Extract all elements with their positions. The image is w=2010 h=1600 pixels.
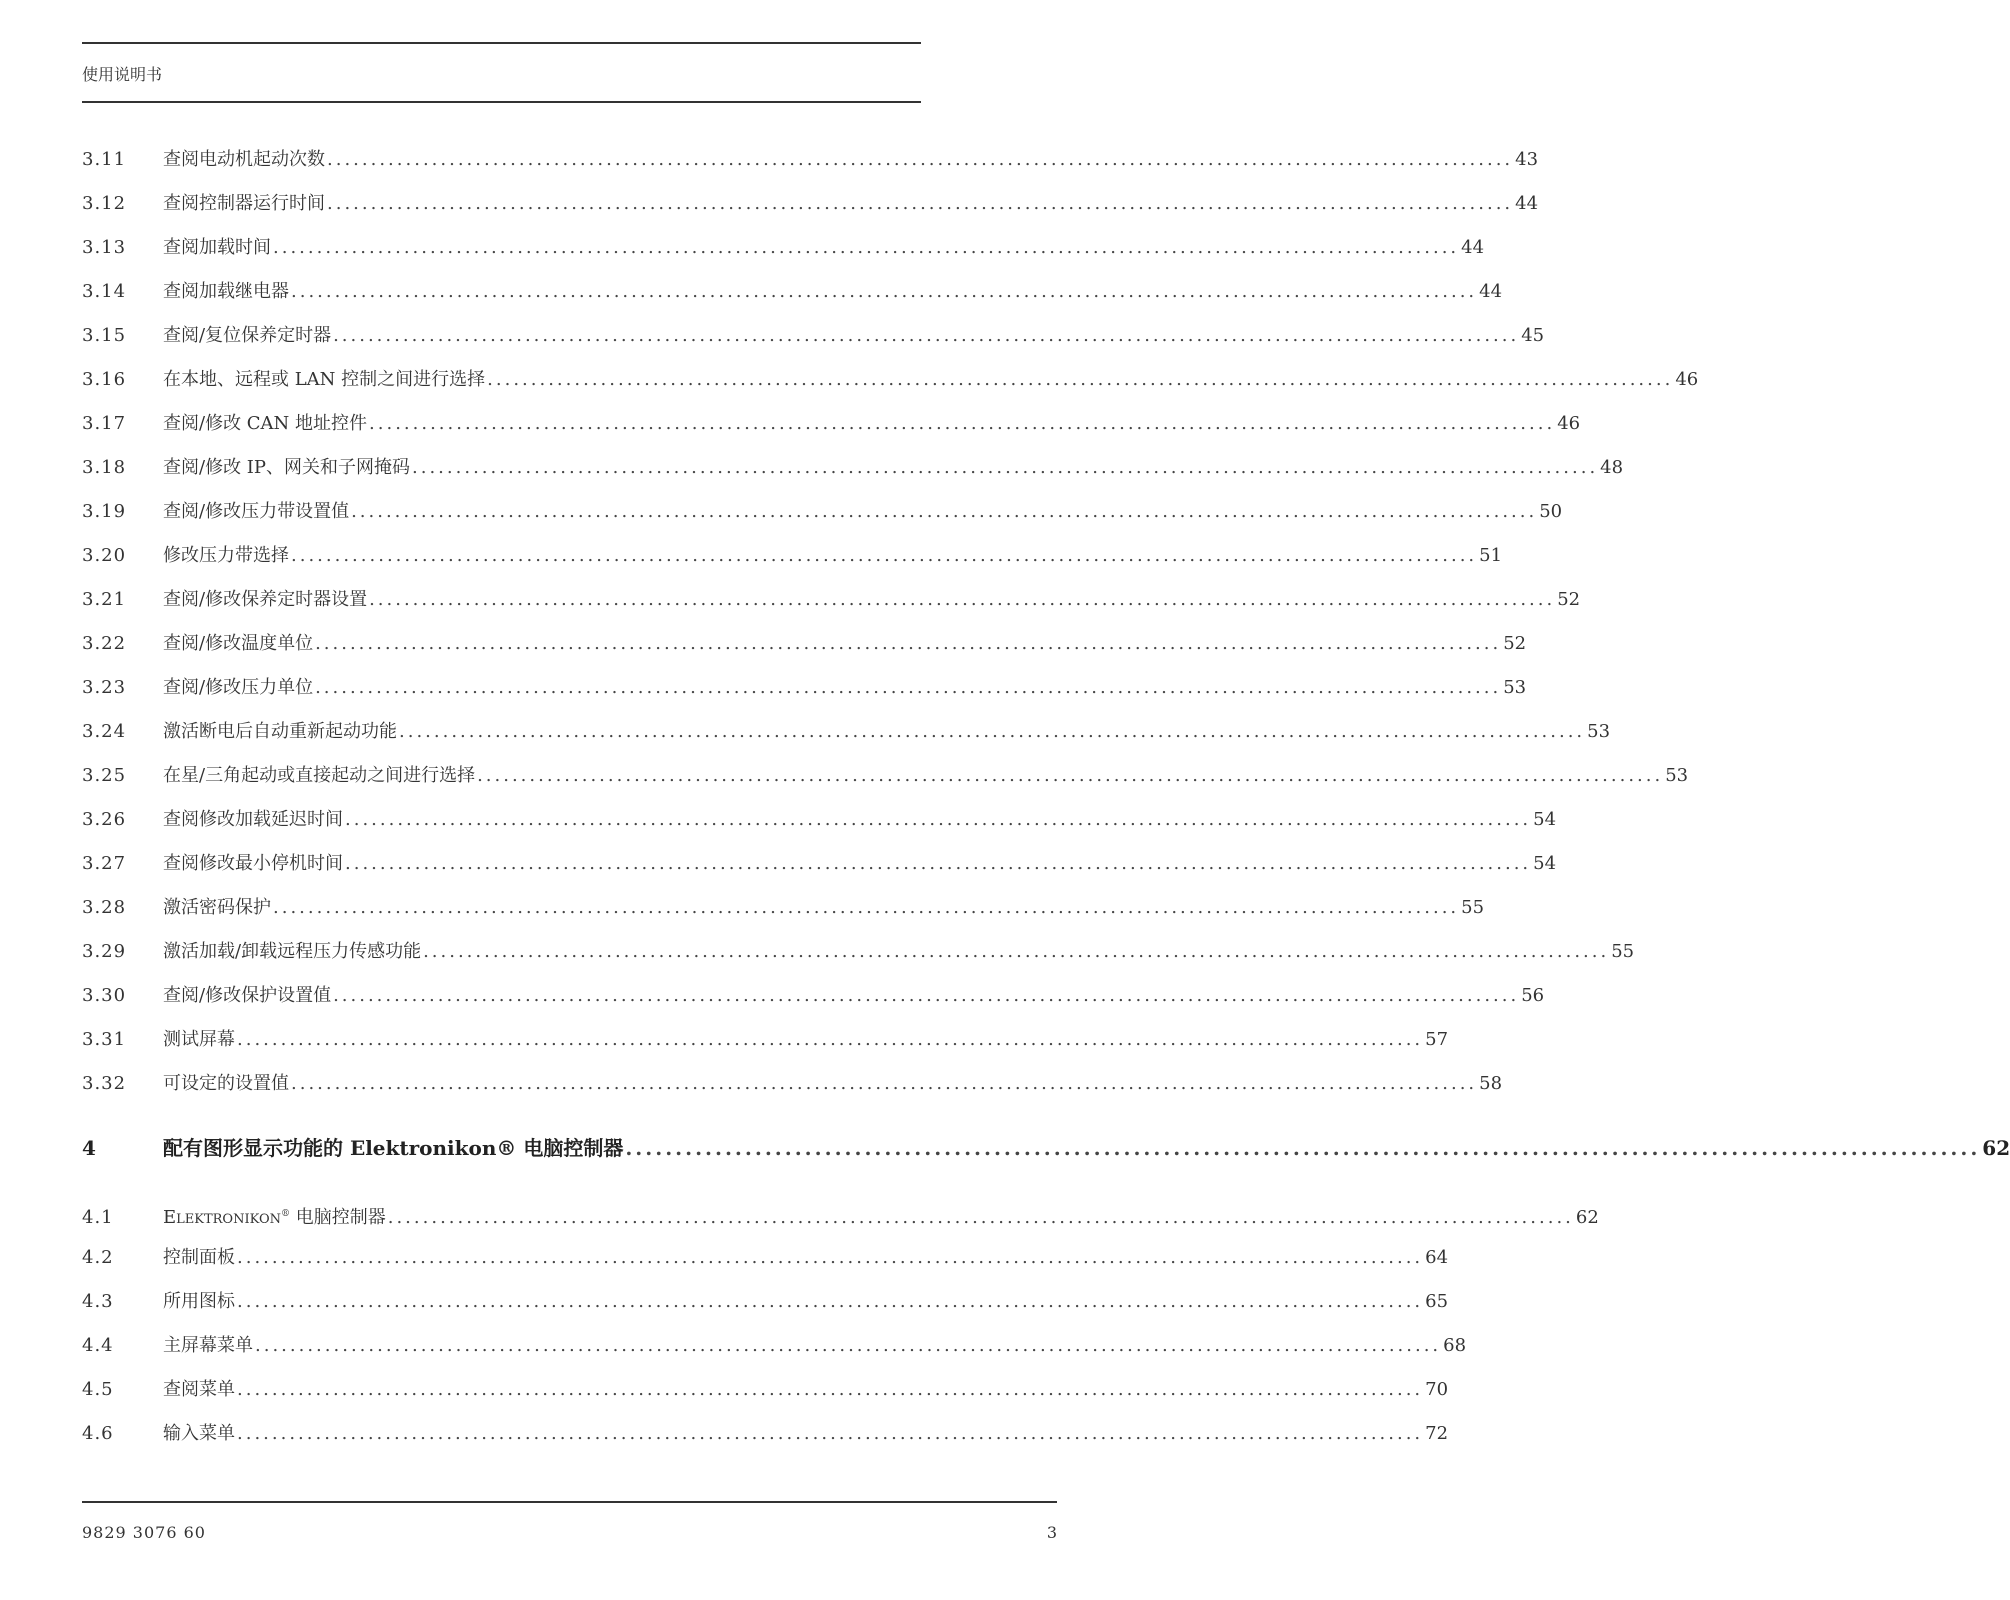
toc-title: 激活断电后自动重新起动功能 (163, 721, 397, 742)
toc-number: 3.22 (82, 633, 127, 654)
toc-row[interactable] (82, 1375, 1449, 1405)
toc-title: 查阅/修改压力带设置值 (163, 501, 350, 522)
toc-leader-dots: ........................................................................................................................................ (273, 237, 1460, 258)
toc-row[interactable] (82, 409, 1581, 439)
toc-leader-dots: ........................................................................................................................................ (345, 809, 1532, 830)
toc-page-number: 54 (1533, 809, 1557, 830)
toc-leader-dots: ........................................................................................................................................ (237, 1291, 1424, 1312)
toc-title-rest: 电脑控制器 (290, 1207, 386, 1228)
toc-title: 可设定的设置值 (163, 1073, 289, 1094)
toc-number: 3.18 (82, 457, 127, 478)
toc-title: 在星/三角起动或直接起动之间进行选择 (163, 765, 476, 786)
toc-title: 查阅加载继电器 (163, 281, 289, 302)
toc-title: 激活加载/卸载远程压力传感功能 (163, 941, 422, 962)
toc-page-number: 51 (1479, 545, 1503, 566)
toc-row[interactable] (82, 321, 1545, 351)
toc-number: 3.11 (82, 149, 127, 170)
toc-row[interactable] (82, 1199, 1599, 1229)
toc-title (163, 1199, 386, 1233)
toc-leader-dots: ........................................................................................................................................ (327, 149, 1514, 170)
toc-page-number: 53 (1665, 765, 1689, 786)
toc-page-number: 52 (1557, 589, 1581, 610)
toc-row[interactable] (82, 1419, 1449, 1449)
toc-leader-dots: ........................................................................................................................................ (237, 1423, 1424, 1444)
toc-title: 在本地、远程或 LAN 控制之间进行选择 (163, 369, 486, 390)
toc-number: 3.26 (82, 809, 127, 830)
toc-row[interactable] (82, 1243, 1449, 1273)
toc-title: 查阅/修改压力单位 (163, 677, 314, 698)
toc-title: 查阅修改最小停机时间 (163, 853, 343, 874)
toc-title: 主屏幕菜单 (163, 1335, 253, 1356)
toc-page-number: 44 (1479, 281, 1503, 302)
toc-page-number: 52 (1503, 633, 1527, 654)
toc-page-number: 65 (1425, 1291, 1449, 1312)
toc-leader-dots: ........................................................................................................................................ (351, 501, 1538, 522)
toc-row[interactable] (82, 189, 1539, 219)
toc-row[interactable] (82, 585, 1581, 615)
toc-leader-dots: ........................................................................................................................................ (369, 589, 1556, 610)
chapter-page-number: 62 (1982, 1136, 2010, 1160)
toc-title: 修改压力带选择 (163, 545, 289, 566)
toc-leader-dots: ........................................................................................................................................ (412, 457, 1599, 478)
toc-leader-dots: ........................................................................................................................................ (291, 1073, 1478, 1094)
toc-page-number: 45 (1521, 325, 1545, 346)
toc-leader-dots: ........................................................................................................................................ (327, 193, 1514, 214)
toc-title: 输入菜单 (163, 1423, 235, 1444)
toc-leader-dots: ........................................................................................................................................ (477, 765, 1664, 786)
toc-number: 3.13 (82, 237, 127, 258)
toc-leader-dots: ........................................................................................................................................ (237, 1247, 1424, 1268)
toc-number: 3.31 (82, 1029, 127, 1050)
toc-number: 4.6 (82, 1423, 114, 1444)
toc-number: 3.32 (82, 1073, 127, 1094)
toc-title: 查阅/修改 CAN 地址控件 (163, 413, 368, 434)
toc-row[interactable] (82, 981, 1545, 1011)
toc-page-number: 43 (1515, 149, 1539, 170)
toc-title: 查阅菜单 (163, 1379, 235, 1400)
toc-leader-dots: ........................................................................................................................................ (255, 1335, 1442, 1356)
toc-row[interactable] (82, 1287, 1449, 1317)
toc-row[interactable] (82, 233, 1485, 263)
toc-title: 查阅/复位保养定时器 (163, 325, 332, 346)
toc-row[interactable] (82, 805, 1557, 835)
toc-page-number: 72 (1425, 1423, 1449, 1444)
toc-page-number: 70 (1425, 1379, 1449, 1400)
toc-page-number: 68 (1443, 1335, 1467, 1356)
toc-leader-dots: ........................................................................................................................................ (487, 369, 1674, 390)
toc-page-number: 50 (1539, 501, 1563, 522)
toc-title: 控制面板 (163, 1247, 235, 1268)
toc-number: 3.15 (82, 325, 127, 346)
toc-page-number: 44 (1515, 193, 1539, 214)
toc-row[interactable] (82, 937, 1635, 967)
toc-row[interactable] (82, 1331, 1467, 1361)
toc-row[interactable] (82, 893, 1485, 923)
brand-name: Elektronikon (163, 1207, 281, 1228)
toc-row[interactable] (82, 761, 1689, 791)
toc-page-number: 55 (1611, 941, 1635, 962)
toc-title: 测试屏幕 (163, 1029, 235, 1050)
toc-number: 3.25 (82, 765, 127, 786)
toc-number: 3.20 (82, 545, 127, 566)
toc-row[interactable] (82, 365, 1699, 395)
toc-page-number: 58 (1479, 1073, 1503, 1094)
toc-page-number: 48 (1600, 457, 1624, 478)
chapter-title: 配有图形显示功能的 Elektronikon® 电脑控制器 (163, 1136, 624, 1160)
toc-leader-dots: ........................................................................................................................................ (291, 281, 1478, 302)
toc-row[interactable] (82, 541, 1503, 571)
toc-number: 3.14 (82, 281, 127, 302)
toc-row[interactable] (82, 145, 1539, 175)
toc-number: 3.30 (82, 985, 127, 1006)
toc-number: 4.1 (82, 1207, 114, 1228)
toc-number: 3.19 (82, 501, 127, 522)
toc-page-number: 53 (1503, 677, 1527, 698)
header-title: 使用说明书 (82, 65, 163, 84)
toc-leader-dots: ........................................................................................................................................ (625, 1136, 1981, 1160)
toc-number: 4.5 (82, 1379, 114, 1400)
toc-title: 查阅加载时间 (163, 237, 271, 258)
page-footer (82, 1501, 1057, 1553)
toc-page-number: 56 (1521, 985, 1545, 1006)
toc-title: 查阅/修改保护设置值 (163, 985, 332, 1006)
toc-title: 查阅电动机起动次数 (163, 149, 325, 170)
toc-page-number: 53 (1587, 721, 1611, 742)
toc-row[interactable] (82, 497, 1563, 527)
toc-leader-dots: ........................................................................................................................................ (333, 325, 1520, 346)
toc-row[interactable] (82, 1069, 1503, 1099)
toc-number: 3.16 (82, 369, 127, 390)
registered-mark: ® (281, 1209, 290, 1219)
toc-number: 3.12 (82, 193, 127, 214)
toc-leader-dots: ........................................................................................................................................ (315, 633, 1502, 654)
page-header (82, 42, 921, 103)
toc-title: 查阅修改加载延迟时间 (163, 809, 343, 830)
document-number: 9829 3076 60 (82, 1523, 206, 1542)
toc-leader-dots: ........................................................................................................................................ (273, 897, 1460, 918)
toc-number: 4.3 (82, 1291, 114, 1312)
toc-page-number: 57 (1425, 1029, 1449, 1050)
toc-leader-dots: ........................................................................................................................................ (423, 941, 1610, 962)
toc-leader-dots: ........................................................................................................................................ (345, 853, 1532, 874)
toc-row[interactable] (82, 673, 1527, 703)
toc-title: 所用图标 (163, 1291, 235, 1312)
toc-leader-dots: ........................................................................................................................................ (333, 985, 1520, 1006)
toc-number: 3.29 (82, 941, 127, 962)
toc-page-number: 46 (1557, 413, 1581, 434)
toc-row[interactable] (82, 629, 1527, 659)
toc-leader-dots: ........................................................................................................................................ (291, 545, 1478, 566)
toc-page-number: 44 (1461, 237, 1485, 258)
toc-page-number: 55 (1461, 897, 1485, 918)
toc-page-number: 46 (1675, 369, 1699, 390)
toc-number: 3.17 (82, 413, 127, 434)
toc-row[interactable] (82, 277, 1503, 307)
toc-leader-dots: ........................................................................................................................................ (237, 1029, 1424, 1050)
toc-number: 4.4 (82, 1335, 114, 1356)
toc-page-number: 54 (1533, 853, 1557, 874)
toc-title: 激活密码保护 (163, 897, 271, 918)
toc-page-number: 64 (1425, 1247, 1449, 1268)
toc-row[interactable] (82, 849, 1557, 879)
toc-row[interactable] (82, 1025, 1449, 1055)
toc-number: 3.23 (82, 677, 127, 698)
toc-row[interactable] (82, 717, 1611, 747)
toc-leader-dots: ........................................................................................................................................ (315, 677, 1502, 698)
toc-leader-dots: ........................................................................................................................................ (237, 1379, 1424, 1400)
page-number: 3 (1046, 1523, 1057, 1542)
toc-chapter-row[interactable] (82, 1133, 2010, 1163)
toc-title: 查阅/修改 IP、网关和子网掩码 (163, 457, 411, 478)
chapter-number: 4 (82, 1136, 97, 1160)
toc-title: 查阅控制器运行时间 (163, 193, 325, 214)
toc-row[interactable] (82, 453, 1624, 483)
toc-number: 3.24 (82, 721, 127, 742)
toc-page-number: 62 (1575, 1207, 1599, 1228)
toc-number: 4.2 (82, 1247, 114, 1268)
toc-number: 3.27 (82, 853, 127, 874)
toc-leader-dots: ........................................................................................................................................ (387, 1207, 1574, 1228)
toc-number: 3.28 (82, 897, 127, 918)
toc-title: 查阅/修改温度单位 (163, 633, 314, 654)
toc-number: 3.21 (82, 589, 127, 610)
toc-leader-dots: ........................................................................................................................................ (369, 413, 1556, 434)
toc-leader-dots: ........................................................................................................................................ (399, 721, 1586, 742)
toc-title: 查阅/修改保养定时器设置 (163, 589, 368, 610)
